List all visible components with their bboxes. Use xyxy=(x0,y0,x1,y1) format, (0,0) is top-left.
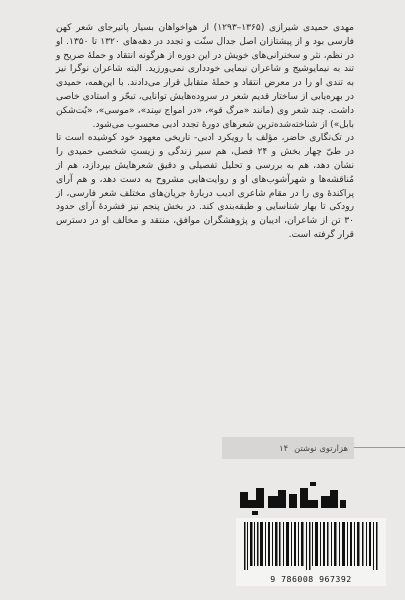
blurb-paragraph-1: مهدی حمیدی شیرازی (۱۳۶۵–۱۲۹۳) از هواخواهان بسیار پاتیرجای شعر کهن فارسی بود و از پیشتازان اصل جدال سنّت و تجدد در دهه‌های ۱۳۲۰ تا ۱۳۵۰. او در نظم، نثر و سخنرانی‌های خویش در این دوره از هرگونه انتقاد و حملهٔ صریح و تند به نیمایوشیج و شاعران نیمایی خودداری نمی‌ورزید. البته شاعران نوگرا نیز به تندی او را در معرض انتقاد و حملهٔ متقابل قرار می‌دادند. با این‌همه، حمیدی در بهره‌یابی از ساختار قدیم شعر در سروده‌هایش توانایی، تبحّر و استادی خاصی داشت. چند شعر وی (مانند «مرگ قو»، «در امواج سِند»، «موسی»، «بُت‌شکن بابل») از شناخته‌شده‌ترین شعرهای دورهٔ تجدد ادبی محسوب می‌شود. xyxy=(56,23,355,130)
isbn-number: 9 786008 967392 xyxy=(270,574,352,584)
blurb-text xyxy=(56,22,354,243)
series-number: ۱۴ xyxy=(279,443,289,453)
blurb-paragraph-2: در تک‌نگاری حاضر، مؤلف با رویکرد ادبی- تاریخی معهود خود کوشیده است تا در طیّ چهار بخش و ۲۴ فصل، هم سیر زندگی و زیستِ شخصی حمیدی را نشان دهد، هم به بررسی و تحلیل تفصیلی و دقیق شعرهایش بپردازد، هم از مُناقشه‌ها و شهرآشوب‌های او و روایت‌هایی مشروح به دست دهد، و هم آرای پراکندهٔ وی را در مقام شاعری ادیب دربارهٔ جریان‌های مختلف شعر فارسی، از رودکی تا بهار شناسایی و طبقه‌بندی کند. در بخش پنجم نیز فشردهٔ آرای حدود ۳۰ تن از شاعران، ادیبان و پژوهشگران موافق، منتقد و مخالف او در دسترس قرار گرفته است. xyxy=(56,133,354,240)
series-divider-line xyxy=(354,447,405,448)
isbn-barcode xyxy=(236,518,386,586)
series-label-box xyxy=(222,437,354,459)
series-strip xyxy=(0,437,405,459)
publisher-logo xyxy=(232,478,352,518)
publisher-logo-icon xyxy=(232,478,352,518)
series-name: هزارتوی نوشتن xyxy=(294,443,348,453)
barcode-icon xyxy=(244,522,378,570)
